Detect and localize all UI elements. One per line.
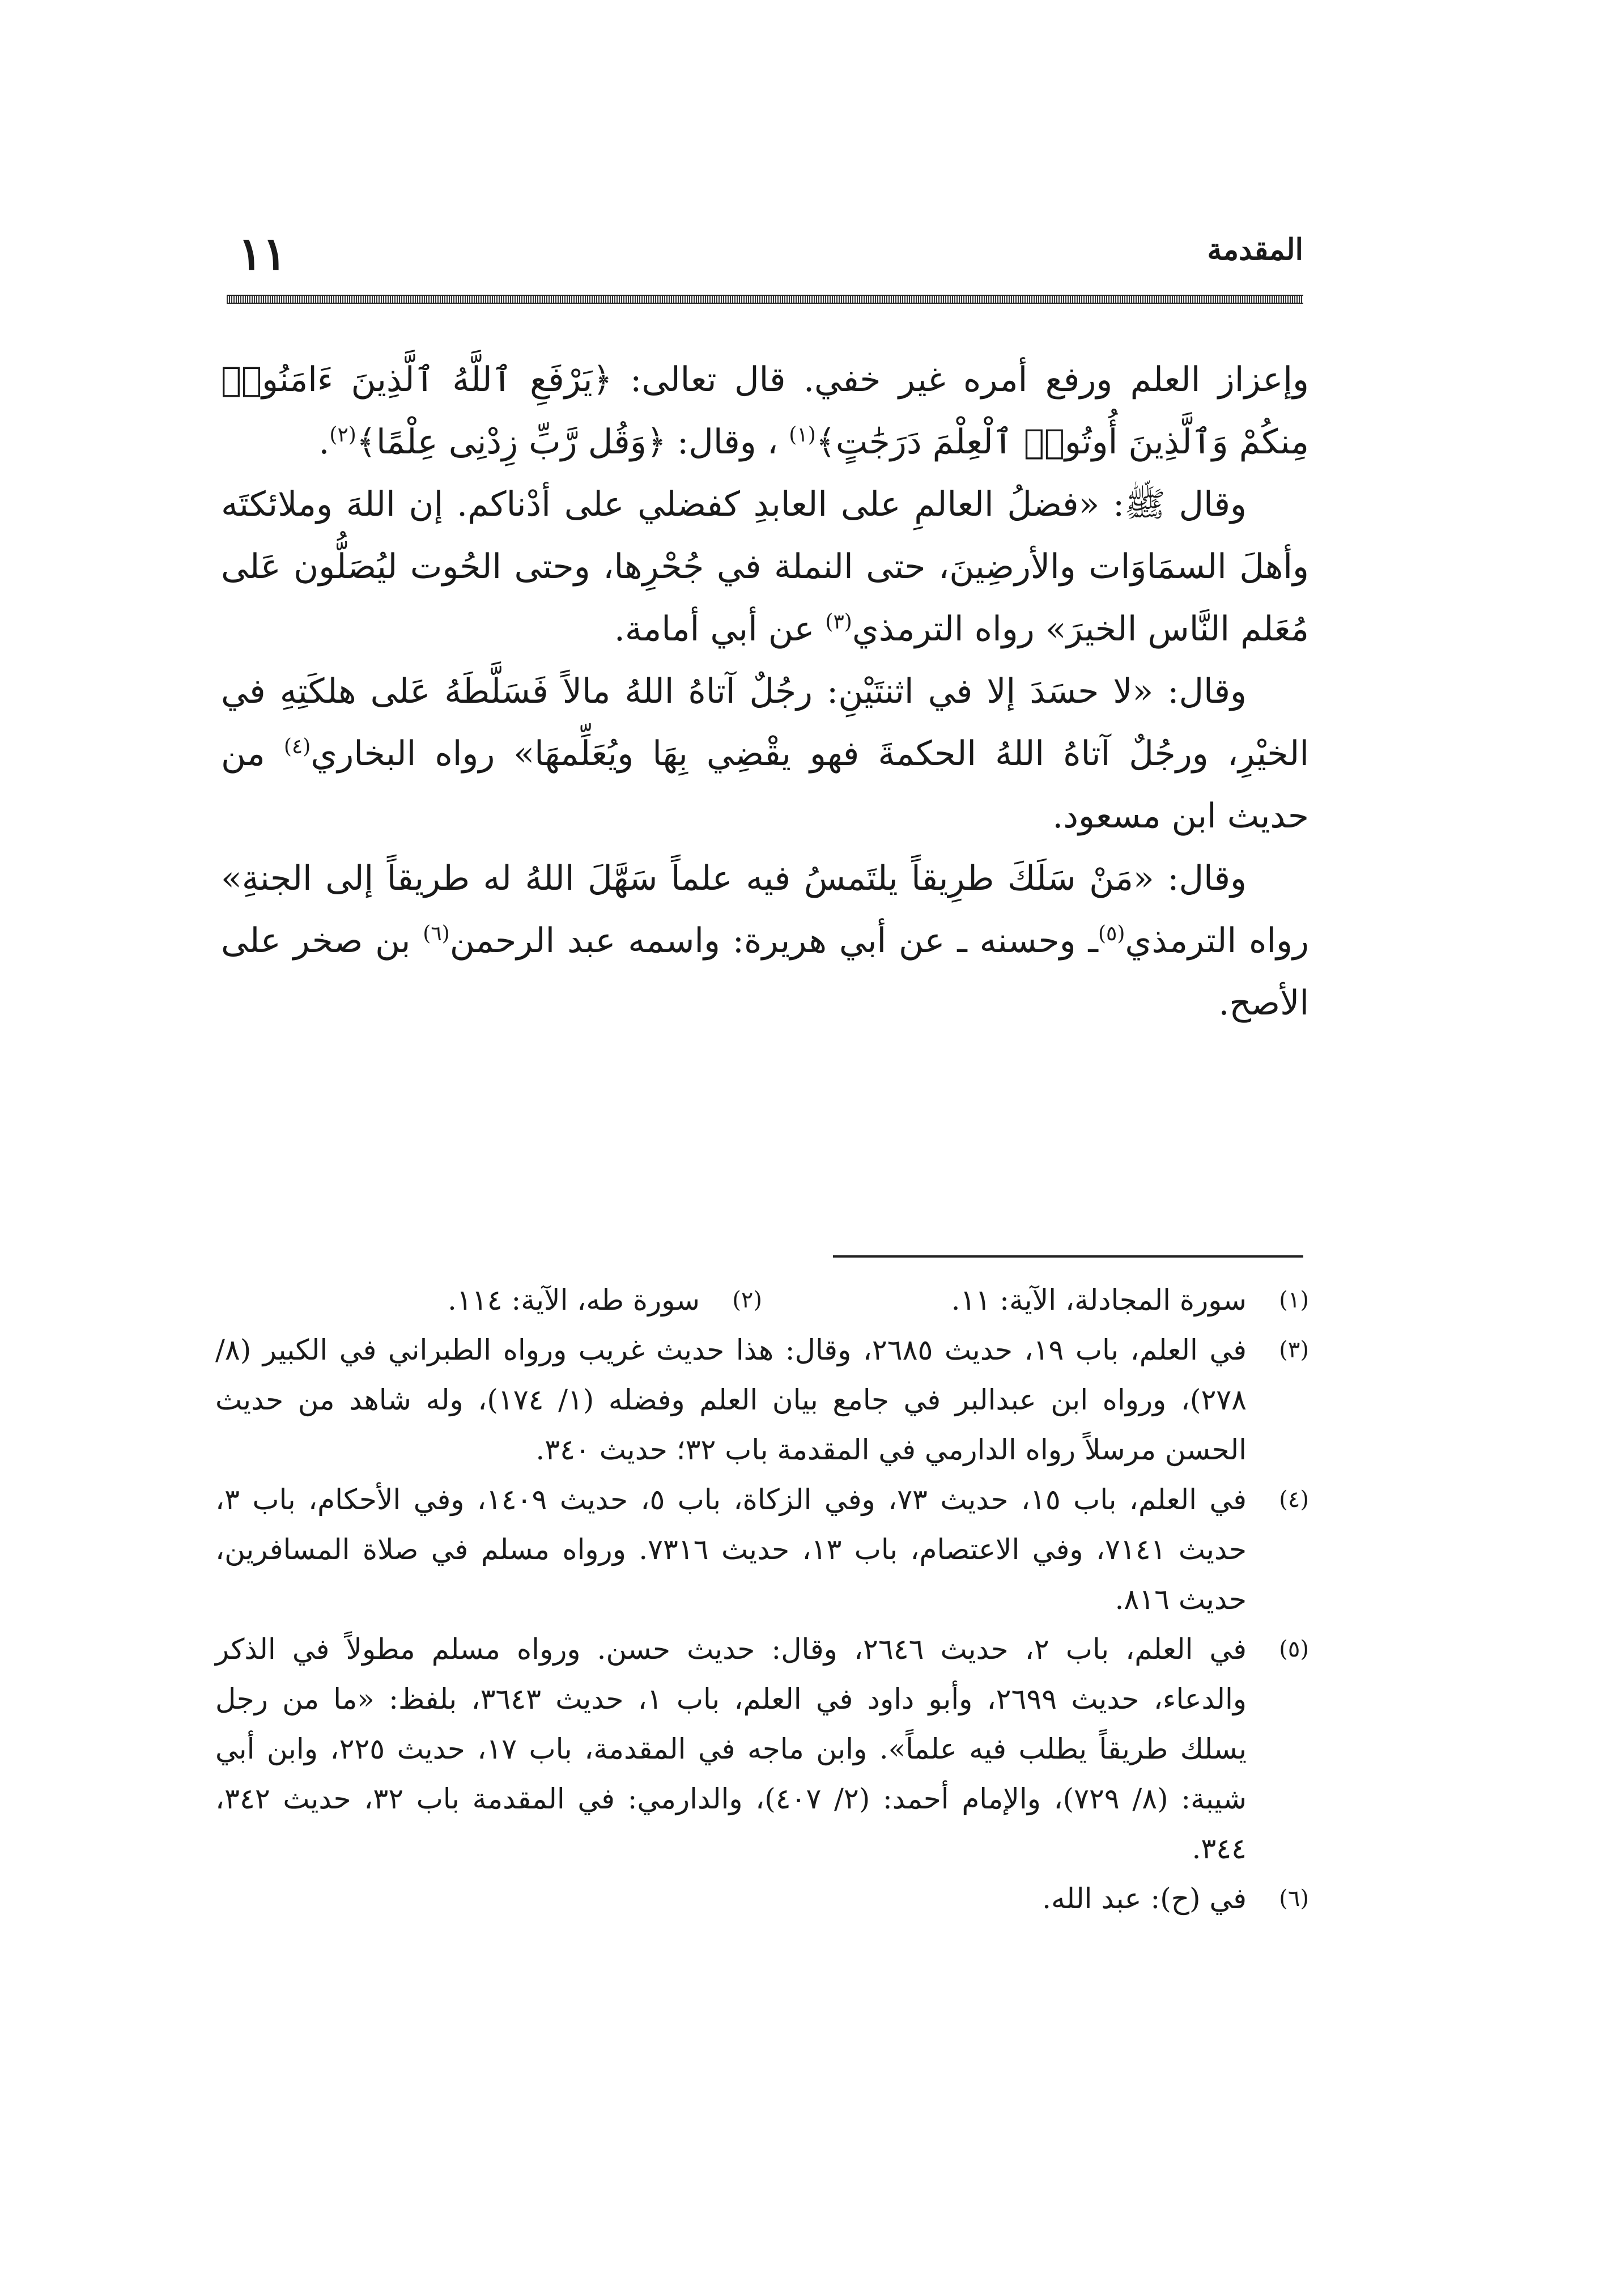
footnote-ref-1: (١) [789, 423, 816, 447]
footnote-text: سورة طه، الآية: ١١٤. [448, 1284, 700, 1317]
paragraph-1-text-c: . [318, 422, 330, 462]
footnote-ref-6: (٦) [423, 922, 450, 945]
footnote-ref-5: (٥) [1098, 922, 1125, 945]
paragraph-3-text-a: وقال: «لا حسَدَ إلا في اثنتَيْنِ: رجُلٌ آتاهُ اللهُ مالاً فَسَلَّطَهُ عَلى هلكَتِهِ في الخيْرِ، ورجُلٌ آتاهُ اللهُ الحكمةَ فهو يقْضِي بِهَا ويُعَلِّمهَا» رواه البخاري [221, 672, 1309, 774]
main-text [221, 349, 1309, 1034]
paragraph-4-text-b: ـ وحسنه ـ عن أبي هريرة: واسمه عبد الرحمن [449, 921, 1098, 961]
footnote-text: سورة المجادلة، الآية: ١١. [951, 1284, 1247, 1317]
footnote-5 [215, 1624, 1309, 1874]
paragraph-4-text-c: بن صخر على الأصح. [221, 921, 1309, 1023]
footnote-number: (٣) [1279, 1337, 1309, 1363]
footnote-ref-4: (٤) [283, 735, 311, 758]
footnote-text: في العلم، باب ١٩، حديث ٢٦٨٥، وقال: هذا حديث غريب ورواه الطبراني في الكبير (٨/ ٢٧٨)، ورواه ابن عبدالبر في جامع بيان العلم وفضله (١/ ١٧٤)، وله شاهد من حديث الحسن مرسلاً رواه الدارمي في المقدمة باب ٣٢؛ حديث ٣٤٠. [215, 1334, 1247, 1466]
footnote-row-1-2 [215, 1275, 1309, 1325]
footnote-4 [215, 1475, 1309, 1624]
paragraph-1 [221, 349, 1309, 473]
paragraph-4 [221, 847, 1309, 1034]
footnote-number: (٢) [732, 1287, 762, 1313]
footnote-text: في العلم، باب ٢، حديث ٢٦٤٦، وقال: حديث حسن. ورواه مسلم مطولاً في الذكر والدعاء، حديث ٢٦٩٩، وأبو داود في العلم، باب ١، حديث ٣٦٤٣، بلفظ: «ما من رجل يسلك طريقاً يطلب فيه علماً». وابن ماجه في المقدمة، باب ١٧، حديث ٢٢٥، وابن أبي شيبة: (٨/ ٧٢٩)، والإمام أحمد: (٢/ ٤٠٧)، والدارمي: في المقدمة باب ٣٢، حديث ٣٤٢، ٣٤٤. [215, 1633, 1247, 1865]
footnote-text: في العلم، باب ١٥، حديث ٧٣، وفي الزكاة، باب ٥، حديث ١٤٠٩، وفي الأحكام، باب ٣، حديث ٧١٤١، وفي الاعتصام، باب ١٣، حديث ٧٣١٦. ورواه مسلم في صلاة المسافرين، حديث ٨١٦. [215, 1483, 1247, 1616]
paragraph-1-text-b: ، وقال: ﴿وَقُل رَّبِّ زِدْنِى عِلْمًا﴾ [356, 422, 779, 462]
paragraph-4-text-a: وقال: «مَنْ سَلَكَ طرِيقاً يلتَمسُ فيه علماً سَهَّلَ اللهُ له طريقاً إلى الجنةِ» رواه الترمذي [221, 859, 1309, 961]
footnote-text: في (ح): عبد الله. [1042, 1882, 1247, 1915]
footnote-number: (٥) [1279, 1636, 1309, 1662]
paragraph-2-text-b: عن أبي أمامة. [614, 609, 826, 649]
footnote-3 [215, 1325, 1309, 1475]
footnote-number: (١) [1279, 1287, 1309, 1313]
footnote-ref-2: (٢) [329, 423, 356, 447]
page-header [238, 227, 1303, 295]
chapter-title: المقدمة [1207, 232, 1303, 267]
paragraph-2 [221, 473, 1309, 660]
header-rule [227, 295, 1303, 304]
footnote-number: (٤) [1279, 1487, 1309, 1513]
footnote-separator [833, 1255, 1303, 1258]
paragraph-3-text-b: من حديث ابن مسعود. [221, 734, 1309, 836]
footnote-1 [762, 1275, 1309, 1325]
footnotes [215, 1275, 1309, 1923]
paragraph-2-text-a: وقال ﷺ: «فضلُ العالمِ على العابدِ كفضلي على أدْناكم. إن اللهَ وملائكتَه وأهلَ السمَاوَات والأرضِينَ، حتى النملة في جُحْرِها، وحتى الحُوت ليُصَلُّون عَلى مُعَلم النَّاس الخيرَ» رواه الترمذي [221, 485, 1309, 649]
paragraph-1-text-a: وإعزاز العلم ورفع أمره غير خفي. قال تعالى: ﴿يَرْفَعِ ٱللَّهُ ٱلَّذِينَ ءَامَنُوا۟ مِنكُمْ وَٱلَّذِينَ أُوتُوا۟ ٱلْعِلْمَ دَرَجَٰتٍ﴾ [221, 360, 1309, 462]
footnote-2 [215, 1275, 762, 1325]
page-number: ١١ [238, 227, 287, 280]
paragraph-3 [221, 660, 1309, 847]
footnote-6 [215, 1874, 1309, 1923]
footnote-number: (٦) [1279, 1886, 1309, 1912]
footnote-ref-3: (٣) [825, 610, 852, 634]
